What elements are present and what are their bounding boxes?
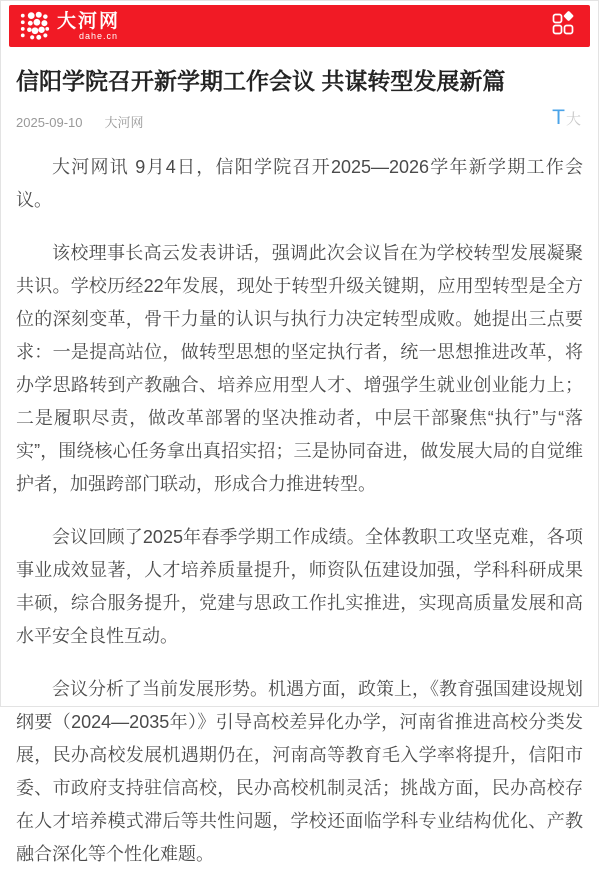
article-title: 信阳学院召开新学期工作会议 共谋转型发展新篇: [16, 68, 506, 94]
brand-domain: dahe.cn: [78, 30, 119, 41]
brand-text: [57, 12, 120, 41]
publish-date: 2025-09-10: [16, 114, 83, 130]
article-meta: [16, 105, 583, 131]
font-size-t-icon: T: [552, 105, 565, 129]
font-size-da-icon: 大: [565, 110, 581, 128]
dahe-logo[interactable]: [19, 10, 120, 42]
article-body: [16, 151, 583, 871]
apps-grid-button[interactable]: [550, 11, 576, 42]
article: [1, 67, 598, 871]
paragraph-1: 大河网讯 9月4日，信阳学院召开2025—2026学年新学期工作会议。: [16, 156, 583, 210]
source-name: 大河网: [104, 114, 144, 130]
paragraph-2: 该校理事长高云发表讲话，强调此次会议旨在为学校转型发展凝聚共识。学校历经22年发展，现处于转型升级关键期，应用型转型是全方位的深刻变革，骨干力量的认识与执行力决定转型成败。她提出三点要求：一是提高站位，做转型思想的坚定执行者，统一思想推进改革，将办学思路转到产教融合、培养应用型人才、增强学生就业创业能力上；二是履职尽责，做改革部署的坚决推动者，中层干部聚焦“执行”与“落实”，围绕核心任务拿出真招实招；三是协同奋进，做发展大局的自觉维护者，加强跨部门联动，形成合力推进转型。: [16, 242, 583, 494]
dahe-logo-dots-icon: [19, 10, 51, 42]
paragraph-4: 会议分析了当前发展形势。机遇方面，政策上，《教育强国建设规划纲要（2024—2035年）》引导高校差异化办学，河南省推进高校分类发展，民办高校发展机遇期仍在，河南高等教育毛入学率将提升，信阳市委、市政府支持驻信高校，民办高校机制灵活；挑战方面，民办高校存在人才培养模式滞后等共性问题，学校还面临学科专业结构优化、产教融合深化等个性化难题。: [16, 678, 583, 864]
font-size-toggle[interactable]: [552, 106, 581, 130]
brand-name: 大河网: [57, 10, 121, 32]
site-header: [9, 5, 590, 47]
paragraph-3: 会议回顾了2025年春季学期工作成绩。全体教职工攻坚克难，各项事业成效显著，人才培养质量提升，师资队伍建设加强，学科科研成果丰硕，综合服务提升，党建与思政工作扎实推进，实现高质量发展和高水平安全良性互动。: [16, 526, 583, 646]
apps-grid-icon: [550, 11, 576, 42]
